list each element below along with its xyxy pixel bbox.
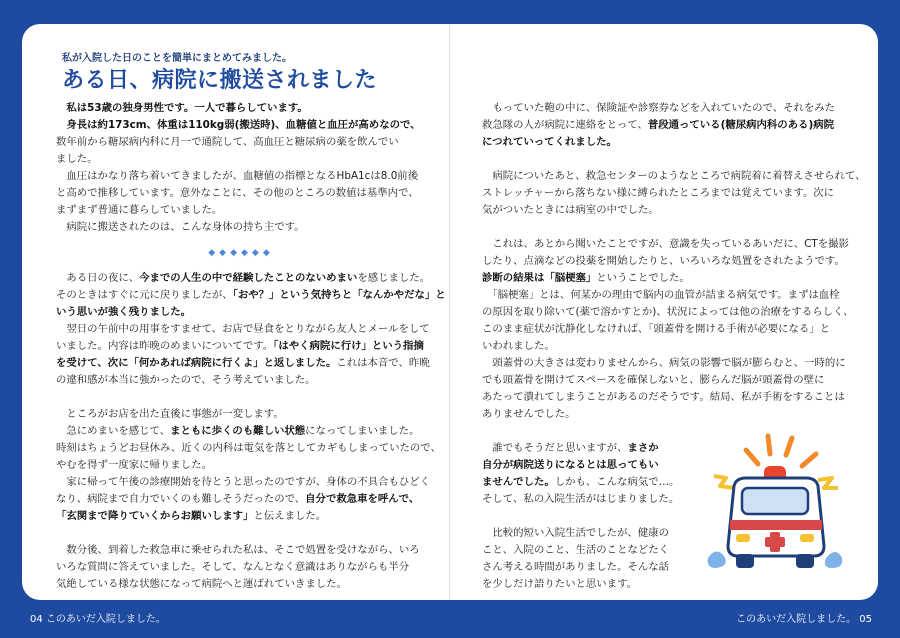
body-text: いました。内容は昨晩のめまいについてです。 — [56, 340, 274, 352]
emphasis-text: を受けて、次に「何かあれば病院に行くよ」と返しました。 — [56, 357, 337, 369]
text-line — [56, 491, 426, 508]
paragraph-gap — [482, 219, 862, 236]
body-text: このまま症状が沈静化しなければ、「頭蓋骨を開ける手術が必要になる」と — [482, 323, 831, 335]
text-line — [56, 134, 426, 151]
text-line — [56, 559, 426, 576]
text-line — [482, 338, 862, 355]
text-line — [56, 542, 426, 559]
body-text: いわれました。 — [482, 340, 555, 352]
body-text: 病院に搬送されたのは、こんな身体の持ち主です。 — [56, 221, 305, 233]
emphasis-text: 普段通っている(糖尿病内科のある)病院 — [647, 119, 834, 131]
text-line — [482, 117, 862, 134]
text-line — [56, 168, 426, 185]
text-line — [56, 151, 426, 168]
body-text: 急にめまいを感じて、 — [56, 425, 171, 437]
text-line — [56, 372, 426, 389]
body-text: 血圧はかなり落ち着いてきましたが、血糖値の指標となるHbA1cは8.0前後 — [56, 170, 419, 182]
text-line — [56, 219, 426, 236]
emphasis-text: 「おや？」という気持ちと「なんかやだな」と — [232, 289, 446, 301]
body-text: を感じました。 — [357, 272, 431, 284]
body-text: 「脳梗塞」とは、何某かの理由で脳内の血管が詰まる病気です。まずは血栓 — [482, 289, 840, 301]
text-line — [56, 321, 430, 338]
page-gutter — [449, 24, 450, 600]
body-text: 誰でもそうだと思いますが、 — [482, 442, 628, 454]
body-text: したり、点滴などの投薬を開始したりと、いろいろな処置をされたようです。 — [482, 255, 845, 267]
text-line — [482, 253, 862, 270]
body-text: ところがお店を出た直後に事態が一変します。 — [56, 408, 284, 420]
body-text: まずまず普通に暮らしていました。 — [56, 204, 223, 216]
text-line — [56, 185, 426, 202]
body-text: ました。 — [56, 153, 98, 165]
ambulance-icon — [706, 428, 844, 580]
body-text: の原因を取り除いて(薬で溶かすとか)、状況によっては他の治療をするらしく、 — [482, 306, 854, 318]
text-line — [56, 355, 430, 372]
body-text: でも頭蓋骨を開けてスペースを確保しないと、膨らんだ脳が頭蓋骨の壁に — [482, 374, 825, 386]
body-text: そして、私の入院生活がはじまりました。 — [482, 493, 680, 505]
body-text: 比較的短い入院生活でしたが、健康の — [482, 527, 670, 539]
emphasis-text: ませんでした。 — [482, 476, 555, 488]
body-text: 気がついたときには病室の中でした。 — [482, 204, 659, 216]
footer-right-page-number: このあいだ入院しました。 05 — [736, 614, 872, 625]
body-text: やむを得ず一度家に帰りました。 — [56, 459, 212, 471]
text-line — [482, 355, 862, 372]
paragraph-gap — [56, 525, 426, 542]
text-line — [482, 287, 862, 304]
emphasis-text: 今までの人生の中で経験したことのないめまい — [139, 272, 358, 284]
body-text: になってしまいました。 — [305, 425, 420, 437]
body-text: 病院についたあと、救急センターのようなところで病院着に着替えさせられて、 — [482, 170, 866, 182]
emphasis-text: 自分で救急車を呼んで、 — [305, 493, 420, 505]
text-line — [56, 202, 426, 219]
footer-left-page-number: 04 このあいだ入院しました。 — [30, 614, 166, 625]
paragraph-gap — [56, 389, 426, 406]
emphasis-text: 自分が病院送りになるとは思ってもい — [482, 459, 659, 471]
body-text: あたって潰れてしまうことがあるのだそうです。結局、私が手術をすることは — [482, 391, 845, 403]
text-line — [56, 474, 431, 491]
text-line — [482, 304, 862, 321]
text-line — [56, 457, 426, 474]
text-line — [482, 202, 862, 219]
body-text: 頭蓋骨の大きさは変わりませんから、病気の影響で脳が膨らむと、一時的に — [482, 357, 846, 369]
text-line — [482, 185, 862, 202]
text-line — [482, 270, 862, 287]
text-line — [56, 423, 426, 440]
left-column — [56, 100, 446, 593]
body-text: 家に帰って午後の診療開始を待とうと思ったのですが、身体の不具合もひどく — [56, 476, 431, 488]
body-text: こと、入院のこと、生活のことなどたく — [482, 544, 670, 556]
body-text: と高めで推移しています。意外なことに、その他のところの数値は基準内で、 — [56, 187, 419, 199]
body-text: そのときはすぐに元に戻りましたが、 — [56, 289, 233, 301]
text-line — [56, 304, 426, 321]
body-text: 翌日の午前中の用事をすませて、お店で昼食をとりながら友人とメールをして — [56, 323, 430, 335]
body-text: 救急隊の人が病院に連絡をとって、 — [482, 119, 648, 131]
text-line — [56, 576, 426, 593]
emphasis-text: 身長は約173cm、体重は110kg弱(搬送時)、血糖値と血圧が高めなので、 — [56, 119, 421, 131]
body-text: 数年前から糖尿病内科に月一で通院して、高血圧と糖尿病の薬を飲んでい — [56, 136, 399, 148]
body-text: 時刻はちょうどお昼休み、近くの内科は電気を落としてカギもしまっていたので、 — [56, 442, 441, 454]
text-line — [482, 236, 862, 253]
emphasis-text: 「はやく病院に行け」という指摘 — [273, 340, 424, 352]
text-line — [482, 168, 866, 185]
text-line — [56, 270, 431, 287]
paragraph-gap — [482, 151, 862, 168]
text-line — [56, 406, 426, 423]
emphasis-text: 私は53歳の独身男性です。一人で暮らしています。 — [56, 102, 308, 114]
emphasis-text: いう思いが強く残りました。 — [56, 306, 192, 318]
text-line — [482, 372, 862, 389]
body-text: しかも、こんな病気で…。 — [554, 476, 680, 488]
text-line — [56, 287, 446, 304]
body-text: いろな質問に答えていました。そして、なんとなく意識はありながらも半分 — [56, 561, 410, 573]
text-line — [482, 100, 862, 117]
body-text: の違和感が本当に強かったので、そう考えていました。 — [56, 374, 316, 386]
text-line — [482, 321, 862, 338]
text-line — [56, 117, 426, 134]
page-subtitle: 私が入院した日のことを簡単にまとめてみました。 — [62, 53, 292, 64]
emphasis-text: まともに歩くのも難しい状態 — [170, 425, 306, 437]
body-text: と伝えました。 — [253, 510, 327, 522]
text-line — [482, 406, 862, 423]
body-text: ある日の夜に、 — [56, 272, 140, 284]
page-title: ある日、病院に搬送されました — [62, 68, 378, 93]
emphasis-text: 「玄関まで降りていくからお願いします」 — [56, 510, 254, 522]
body-text: 数分後、到着した救急車に乗せられた私は、そこで処置を受けながら、いろ — [56, 544, 420, 556]
body-text: もっていた鞄の中に、保険証や診察券などを入れていたので、それをみた — [482, 102, 836, 114]
text-line — [482, 134, 862, 151]
text-line — [56, 100, 426, 117]
section-divider: ◆◆◆◆◆◆ — [208, 248, 274, 258]
text-line — [56, 338, 426, 355]
text-line — [56, 440, 441, 457]
body-text: なり、病院まで自力でいくのも難しそうだったので、 — [56, 493, 306, 505]
emphasis-text: につれていってくれました。 — [482, 136, 617, 148]
body-text: これは、あとから聞いたことですが、意識を失っているあいだに、CTを撮影 — [482, 238, 849, 250]
body-text: ということでした。 — [596, 272, 690, 284]
body-text: ストレッチャーから落ちない様に縛られたところまでは覚えています。次に — [482, 187, 835, 199]
body-text: を少しだけ語りたいと思います。 — [482, 578, 638, 590]
emphasis-text: 診断の結果は「脳梗塞」 — [482, 272, 597, 284]
body-text: 気絶している様な状態になって病院へと運ばれていきました。 — [56, 578, 347, 590]
body-text: これは本音で、昨晩 — [336, 357, 430, 369]
body-text: ありませんでした。 — [482, 408, 576, 420]
body-text: さん考える時間がありました。そんな話 — [482, 561, 670, 573]
text-line — [56, 508, 426, 525]
emphasis-text: まさか — [627, 442, 659, 454]
text-line — [482, 389, 862, 406]
